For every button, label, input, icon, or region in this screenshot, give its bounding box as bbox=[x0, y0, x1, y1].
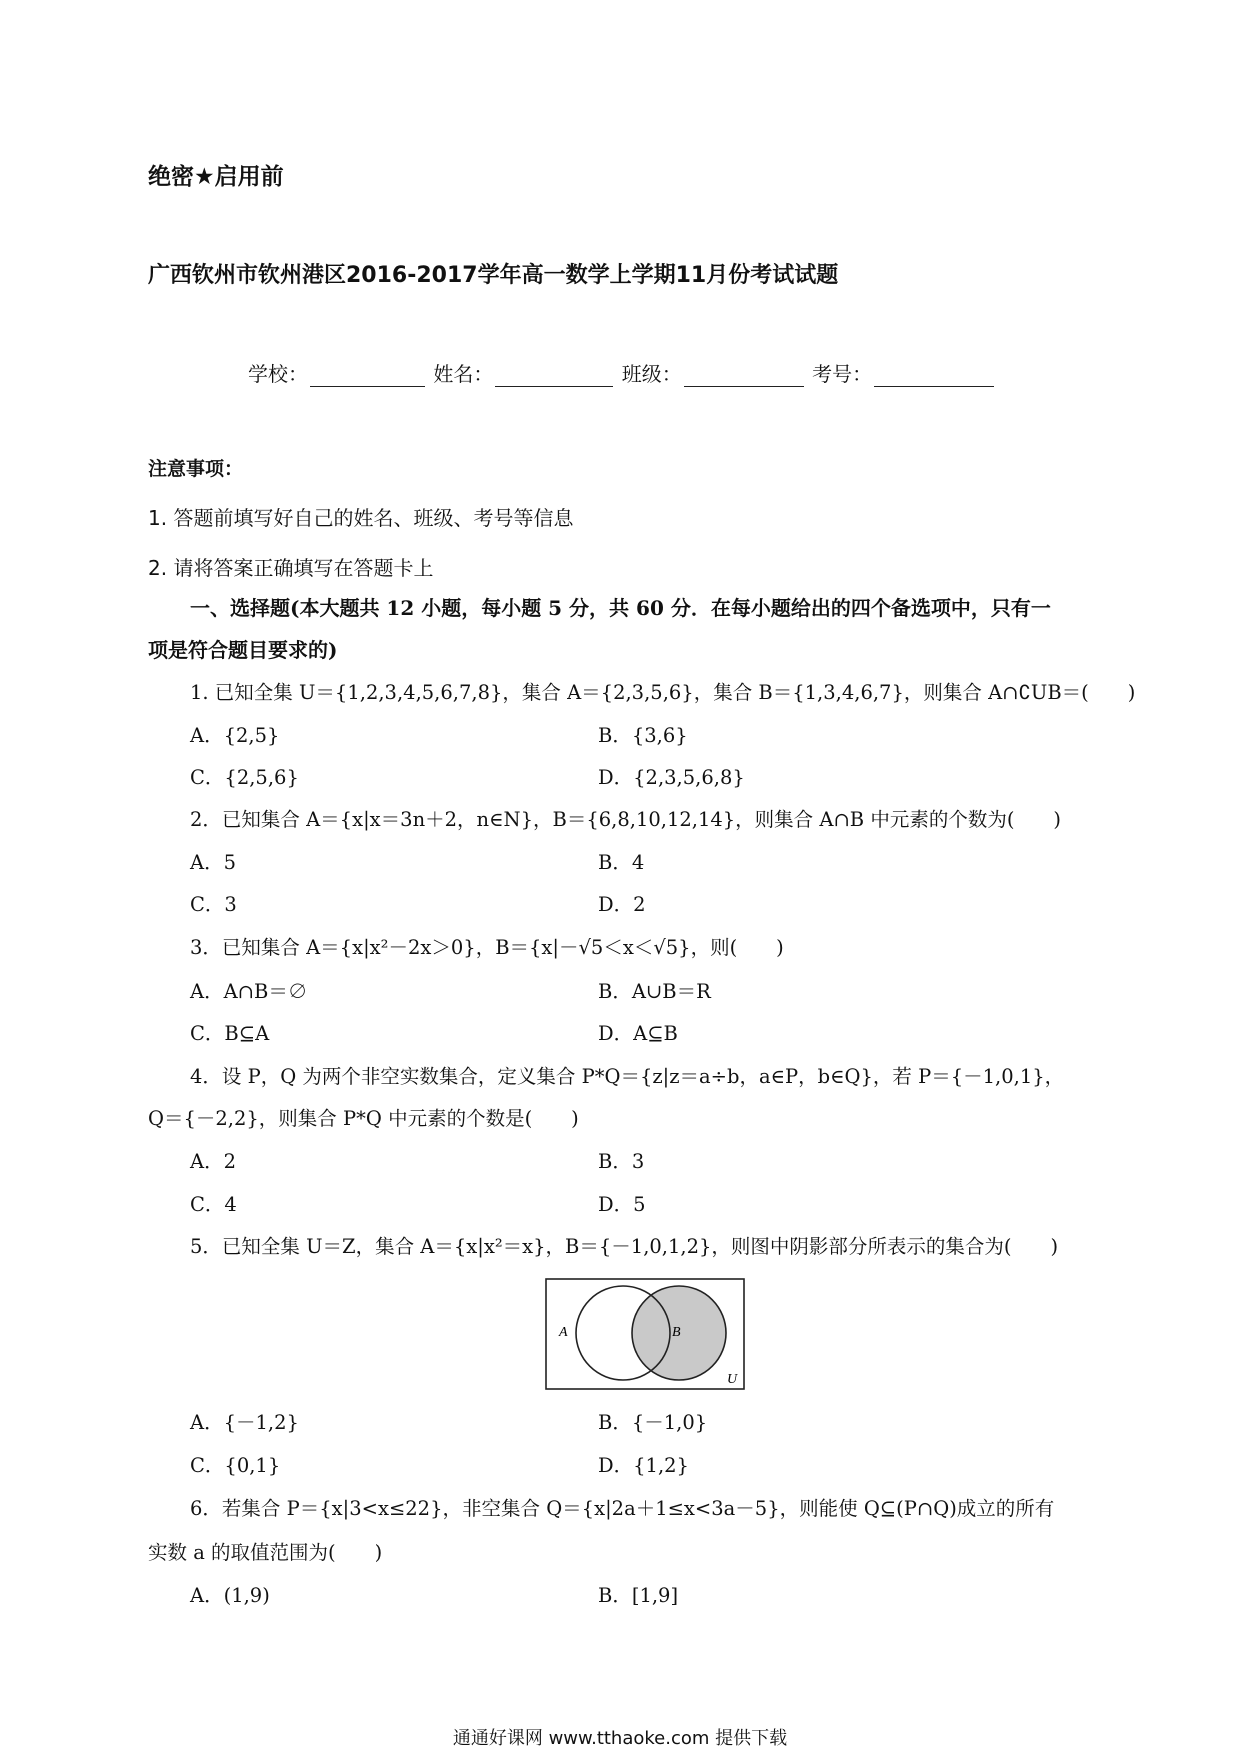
q1-option-a: A．{2,5} bbox=[190, 724, 280, 747]
q5-option-a: A．{－1,2} bbox=[190, 1411, 299, 1434]
q4-option-b: B．3 bbox=[598, 1150, 645, 1173]
number-label: 考号： bbox=[812, 362, 873, 386]
note-item: 1. 答题前填写好自己的姓名、班级、考号等信息 bbox=[148, 506, 574, 530]
notes-title: 注意事项： bbox=[148, 458, 244, 480]
q4-option-d: D．5 bbox=[598, 1193, 646, 1216]
question-2: 2．已知集合 A＝{x|x＝3n＋2，n∈N}，B＝{6,8,10,12,14}，则集合 A∩B 中元素的个数为( ) bbox=[190, 808, 1062, 831]
question-4: 4．设 P，Q 为两个非空实数集合，定义集合 P*Q＝{z|z＝a÷b，a∈P，b∈Q}，若 P＝{－1,0,1}， bbox=[190, 1065, 1065, 1088]
venn-diagram bbox=[545, 1278, 745, 1390]
school-blank[interactable] bbox=[310, 364, 425, 387]
section-heading: 一、选择题(本大题共 12 小题，每小题 5 分，共 60 分．在每小题给出的四个备选项中，只有一 bbox=[190, 596, 1051, 620]
question-3: 3．已知集合 A＝{x|x²－2x＞0}，B＝{x|－√5＜x＜√5}，则( ) bbox=[190, 936, 784, 959]
q2-option-d: D．2 bbox=[598, 893, 646, 916]
school-label: 学校： bbox=[248, 362, 308, 386]
q5-option-d: D．{1,2} bbox=[598, 1454, 689, 1477]
q2-option-c: C．3 bbox=[190, 893, 237, 916]
secret-label: 绝密★启用前 bbox=[148, 164, 284, 190]
question-6-cont: 实数 a 的取值范围为( ) bbox=[148, 1541, 383, 1564]
q6-option-b: B．[1,9] bbox=[598, 1584, 679, 1607]
q3-option-a: A．A∩B＝∅ bbox=[190, 980, 308, 1003]
class-blank[interactable] bbox=[684, 364, 804, 387]
q5-option-b: B．{－1,0} bbox=[598, 1411, 708, 1434]
q5-option-c: C．{0,1} bbox=[190, 1454, 281, 1477]
q4-option-c: C．4 bbox=[190, 1193, 237, 1216]
q1-option-c: C．{2,5,6} bbox=[190, 766, 299, 789]
label-b: B bbox=[672, 1325, 681, 1340]
name-blank[interactable] bbox=[495, 364, 613, 387]
q6-option-a: A．(1,9) bbox=[190, 1584, 270, 1607]
q1-option-b: B．{3,6} bbox=[598, 724, 688, 747]
question-4-cont: Q＝{－2,2}，则集合 P*Q 中元素的个数是( ) bbox=[148, 1107, 579, 1130]
question-6: 6．若集合 P＝{x|3<x≤22}，非空集合 Q＝{x|2a＋1≤x<3a－5}，则能使 Q⊆(P∩Q)成立的所有 bbox=[190, 1497, 1055, 1520]
question-5: 5．已知全集 U＝Z，集合 A＝{x|x²＝x}，B＝{－1,0,1,2}，则图中阴影部分所表示的集合为( ) bbox=[190, 1235, 1059, 1258]
q2-option-b: B．4 bbox=[598, 851, 645, 874]
q3-option-b: B．A∪B＝R bbox=[598, 980, 711, 1003]
note-item: 2. 请将答案正确填写在答题卡上 bbox=[148, 556, 434, 580]
class-label: 班级： bbox=[621, 362, 682, 386]
q3-option-d: D．A⊆B bbox=[598, 1022, 678, 1045]
q4-option-a: A．2 bbox=[190, 1150, 236, 1173]
q2-option-a: A．5 bbox=[190, 851, 236, 874]
label-u: U bbox=[727, 1372, 738, 1387]
label-a: A bbox=[559, 1325, 568, 1340]
q3-option-c: C．B⊆A bbox=[190, 1022, 270, 1045]
student-info bbox=[248, 358, 996, 387]
question-1: 1. 已知全集 U＝{1,2,3,4,5,6,7,8}，集合 A＝{2,3,5,6}，集合 B＝{1,3,4,6,7}，则集合 A∩∁UB＝( ) bbox=[190, 681, 1136, 704]
number-blank[interactable] bbox=[874, 364, 994, 387]
section-heading-cont: 项是符合题目要求的) bbox=[148, 638, 338, 662]
q1-option-d: D．{2,3,5,6,8} bbox=[598, 766, 745, 789]
name-label: 姓名： bbox=[433, 362, 494, 386]
exam-title: 广西钦州市钦州港区2016-2017学年高一数学上学期11月份考试试题 bbox=[148, 263, 839, 288]
footer-text: 通通好课网 www.tthaoke.com 提供下载 bbox=[452, 1728, 788, 1749]
